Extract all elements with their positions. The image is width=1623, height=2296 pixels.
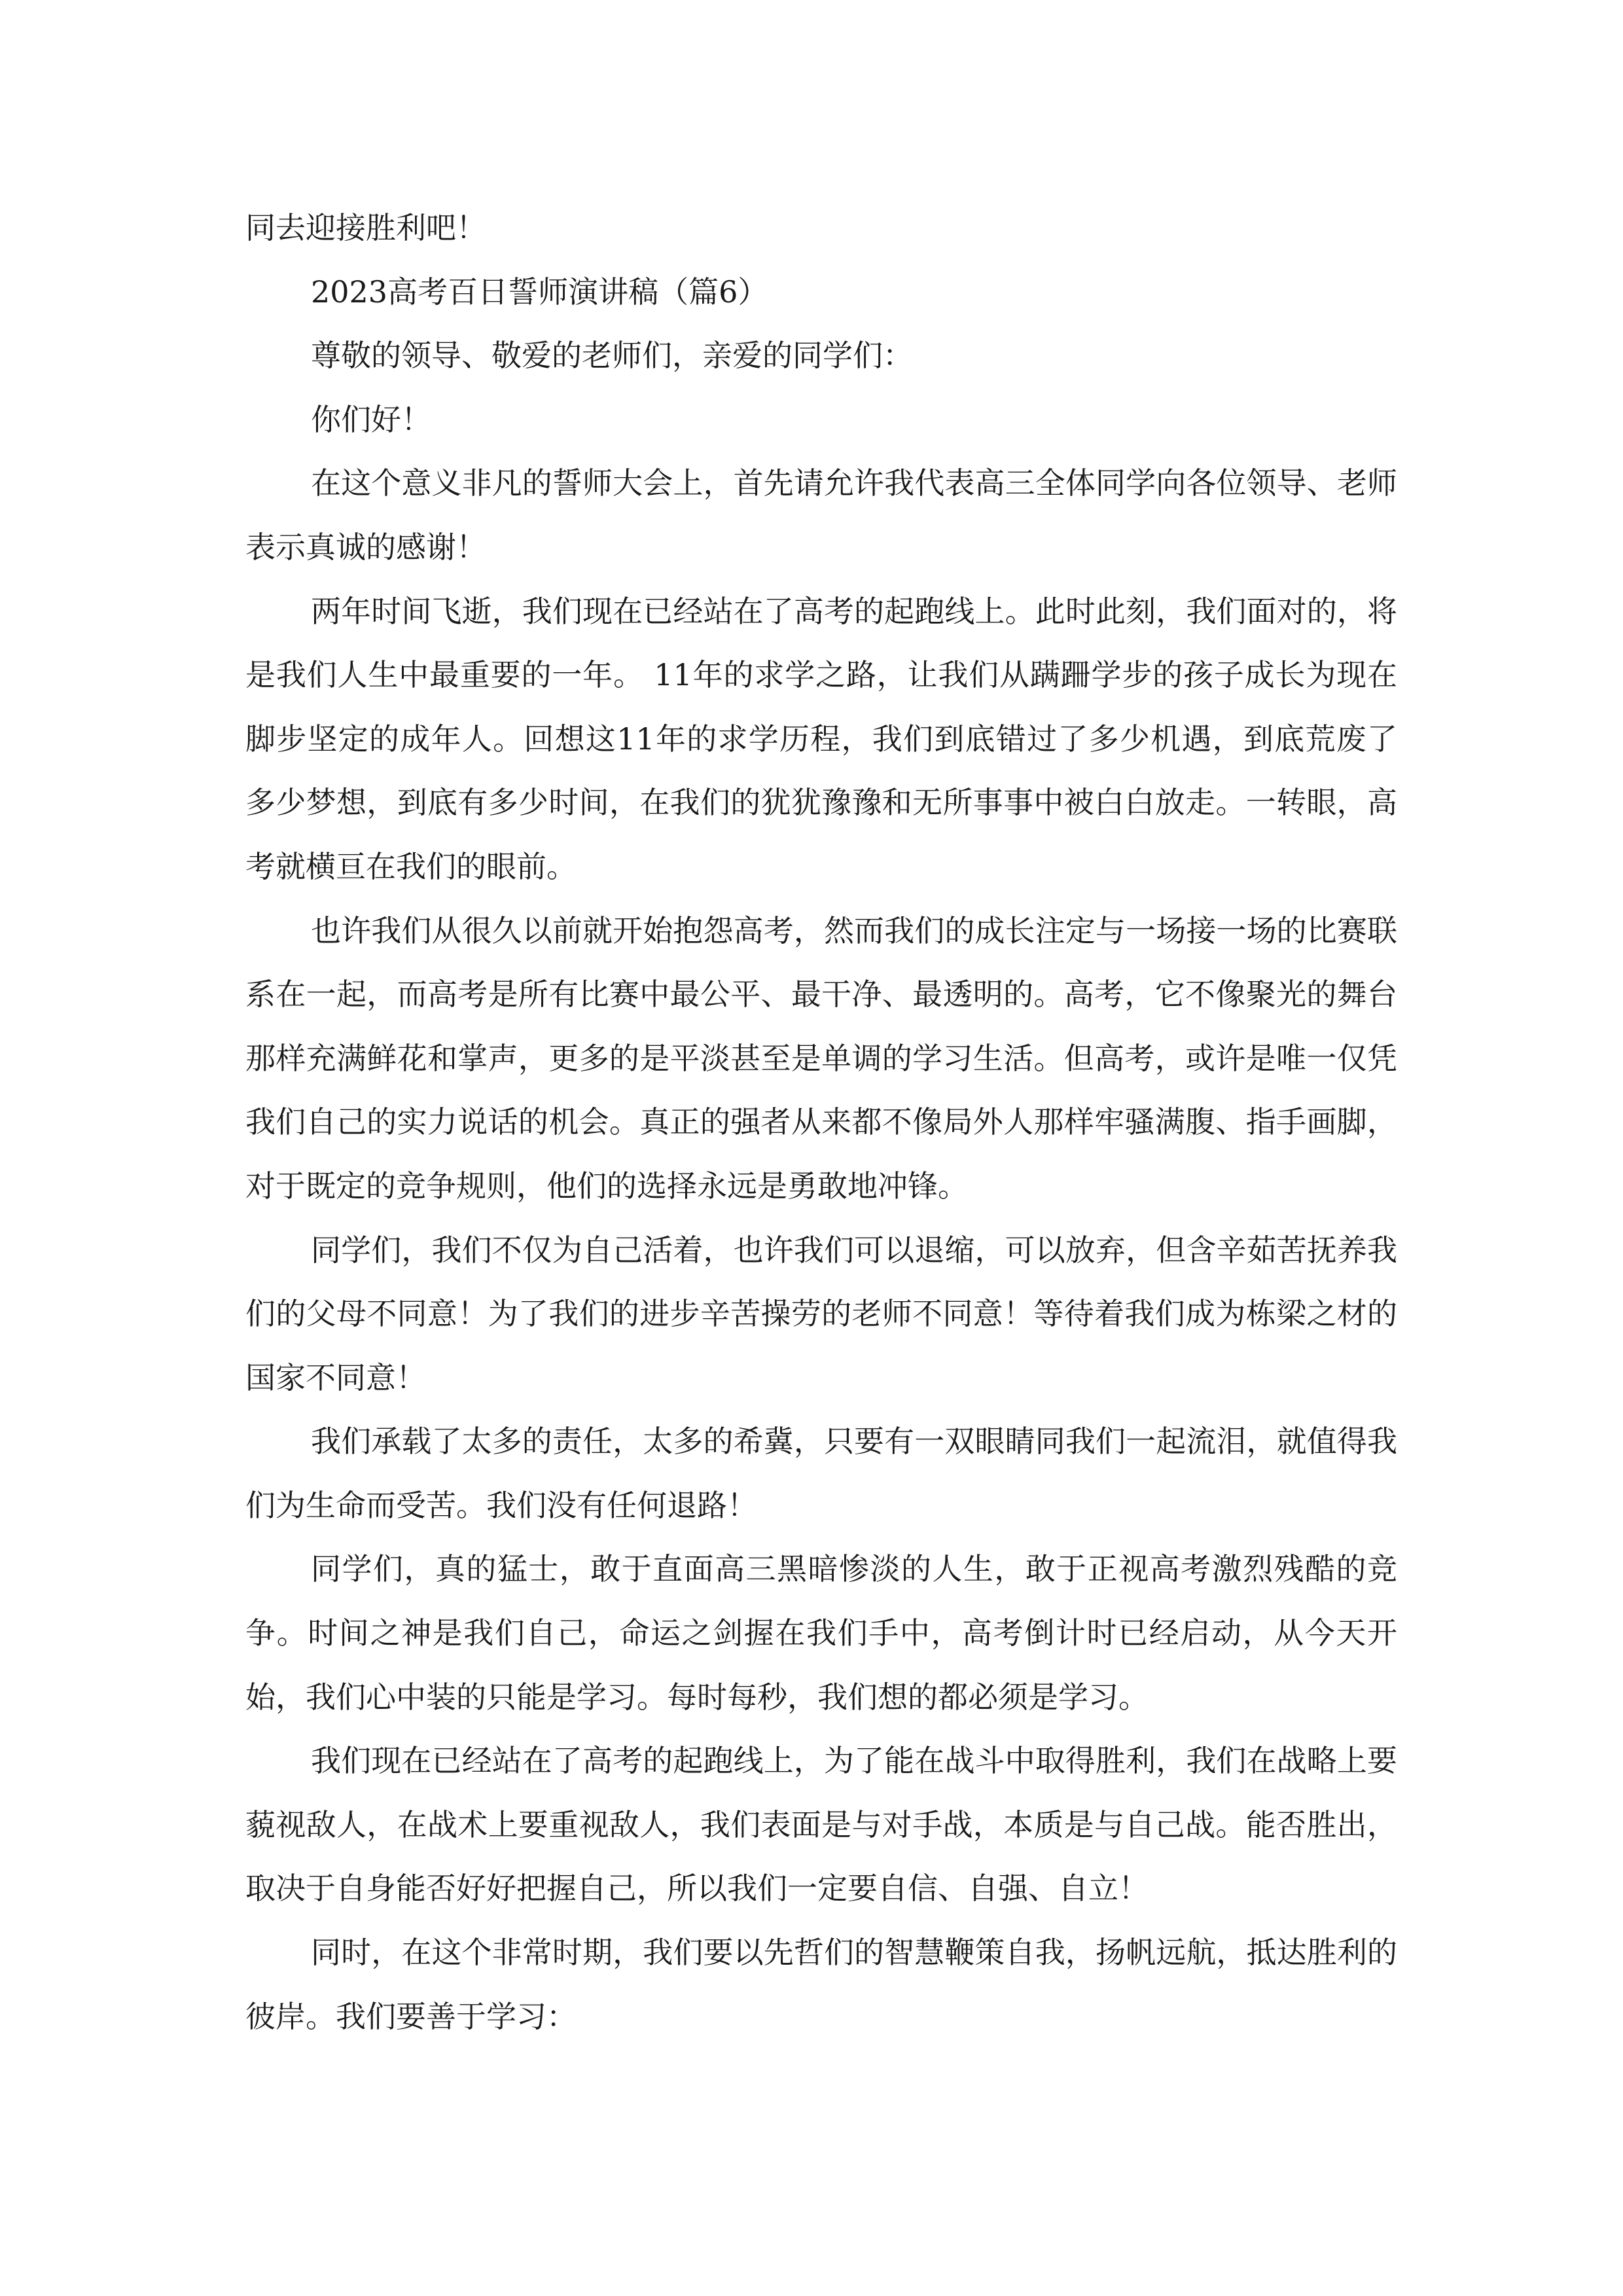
paragraph: 我们现在已经站在了高考的起跑线上，为了能在战斗中取得胜利，我们在战略上要藐视敌人，在战术上要重视敌人，我们表面是与对手战，本质是与自己战。能否胜出，取决于自身能否好好把握自己，所以我们一定要自信、自强、自立！: [245, 1743, 1397, 1907]
salutation: 尊敬的领导、敬爱的老师们，亲爱的同学们：: [311, 338, 913, 374]
section-heading: 2023高考百日誓师演讲稿（篇6）: [311, 274, 768, 310]
greeting: 你们好！: [311, 401, 431, 437]
paragraph: 在这个意义非凡的誓师大会上，首先请允许我代表高三全体同学向各位领导、老师表示真诚的感谢！: [245, 465, 1397, 565]
paragraph: 同学们，真的猛士，敢于直面高三黑暗惨淡的人生，敢于正视高考激烈残酷的竞争。时间之神是我们自己，命运之剑握在我们手中，高考倒计时已经启动，从今天开始，我们心中装的只能是学习。每时每秒，我们想的都必须是学习。: [245, 1551, 1397, 1715]
paragraph: 也许我们从很久以前就开始抱怨高考，然而我们的成长注定与一场接一场的比赛联系在一起，而高考是所有比赛中最公平、最干净、最透明的。高考，它不像聚光的舞台那样充满鲜花和掌声，更多的是平淡甚至是单调的学习生活。但高考，或许是唯一仅凭我们自己的实力说话的机会。真正的强者从来都不像局外人那样牢骚满腹、指手画脚，对于既定的竞争规则，他们的选择永远是勇敢地冲锋。: [245, 912, 1397, 1204]
paragraph: 我们承载了太多的责任，太多的希冀，只要有一双眼睛同我们一起流泪，就值得我们为生命而受苦。我们没有任何退路！: [245, 1424, 1397, 1523]
document-body: [245, 196, 1397, 2049]
paragraph-continuation: 同去迎接胜利吧！: [245, 210, 486, 245]
paragraph: 两年时间飞逝，我们现在已经站在了高考的起跑线上。此时此刻，我们面对的，将是我们人生中最重要的一年。 11年的求学之路，让我们从蹒跚学步的孩子成长为现在脚步坚定的成年人。回想这11年的求学历程，我们到底错过了多少机遇，到底荒废了多少梦想，到底有多少时间，在我们的犹犹豫豫和无所事事中被白白放走。一转眼，高考就横亘在我们的眼前。: [245, 593, 1397, 884]
paragraph: 同时，在这个非常时期，我们要以先哲们的智慧鞭策自我，扬帆远航，抵达胜利的彼岸。我们要善于学习：: [245, 1935, 1397, 2034]
paragraph: 同学们，我们不仅为自己活着，也许我们可以退缩，可以放弃，但含辛茹苦抚养我们的父母不同意！为了我们的进步辛苦操劳的老师不同意！等待着我们成为栋梁之材的国家不同意！: [245, 1232, 1397, 1395]
